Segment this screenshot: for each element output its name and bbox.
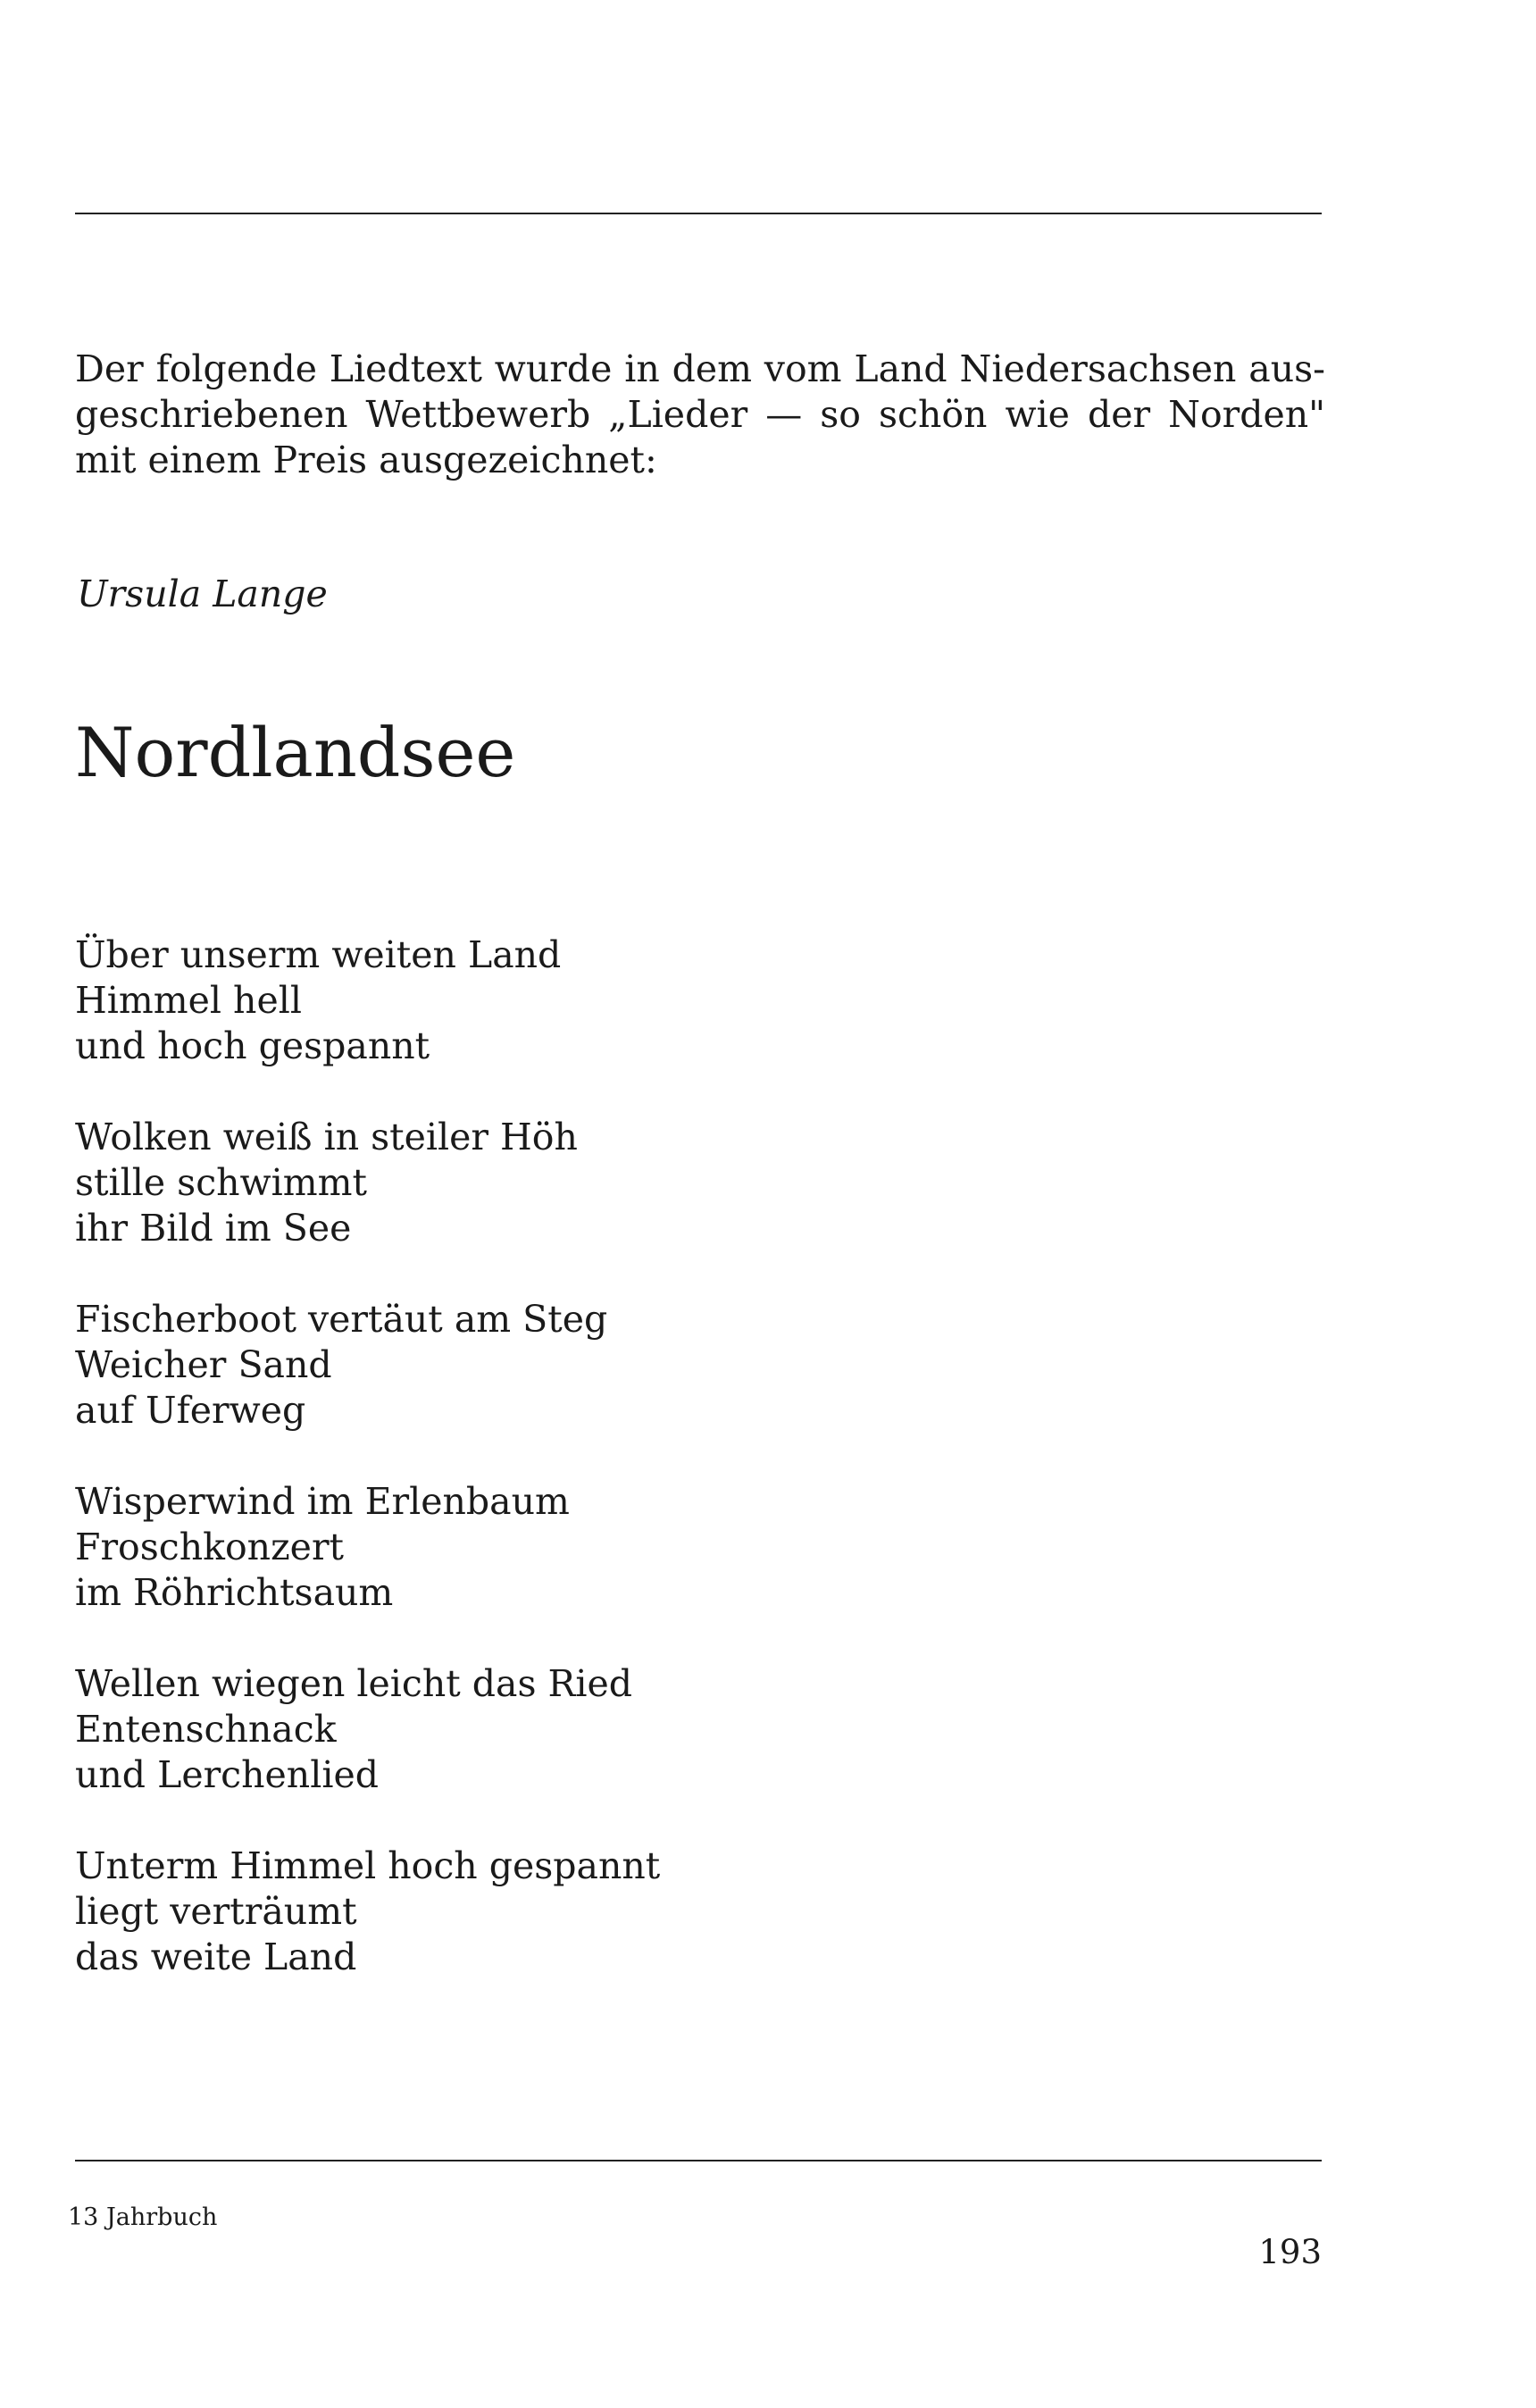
poem-line: Über unserm weiten Land [75,933,562,976]
poem-line: Weicher Sand [75,1343,332,1386]
poem-line: Himmel hell [75,979,302,1022]
poem-line: Unterm Himmel hoch gespannt [75,1844,661,1887]
page-number: 193 [1258,2233,1322,2271]
poem-line: Wisperwind im Erlenbaum [75,1480,570,1523]
poem-line: Entenschnack [75,1708,337,1751]
poem-line: und hoch gespannt [75,1024,430,1067]
intro-line-2: geschriebenen Wettbewerb „Lieder — so schön wie der Norden" [75,393,1325,436]
stanza-2 [75,1115,968,1251]
intro-line-3: mit einem Preis ausgezeichnet: [75,439,657,481]
stanza-3 [75,1297,968,1434]
poem-line: im Röhrichtsaum [75,1571,394,1614]
poem-line: auf Uferweg [75,1389,306,1432]
poem-line: Wellen wiegen leicht das Ried [75,1662,633,1705]
stanza-5 [75,1661,968,1798]
footer-note: 13 Jahrbuch [68,2203,218,2231]
poem-body [75,932,968,2026]
poem-line: ihr Bild im See [75,1207,352,1250]
poem-line: und Lerchenlied [75,1753,379,1796]
poem-line: Wolken weiß in steiler Höh [75,1116,578,1158]
poem-line: liegt verträumt [75,1890,357,1933]
poem-line: das weite Land [75,1936,357,1978]
poem-title: Nordlandsee [75,713,516,792]
stanza-6 [75,1844,968,1980]
poem-line: Froschkonzert [75,1526,345,1568]
stanza-1 [75,932,968,1069]
top-rule [75,213,1322,214]
poem-line: Fischerboot vertäut am Steg [75,1298,608,1341]
stanza-4 [75,1479,968,1616]
author-name: Ursula Lange [77,573,328,615]
intro-line-1: Der folgende Liedtext wurde in dem vom Land Niedersachsen aus- [75,347,1325,390]
bottom-rule [75,2160,1322,2161]
intro-paragraph [75,347,1325,483]
poem-line: stille schwimmt [75,1161,367,1204]
